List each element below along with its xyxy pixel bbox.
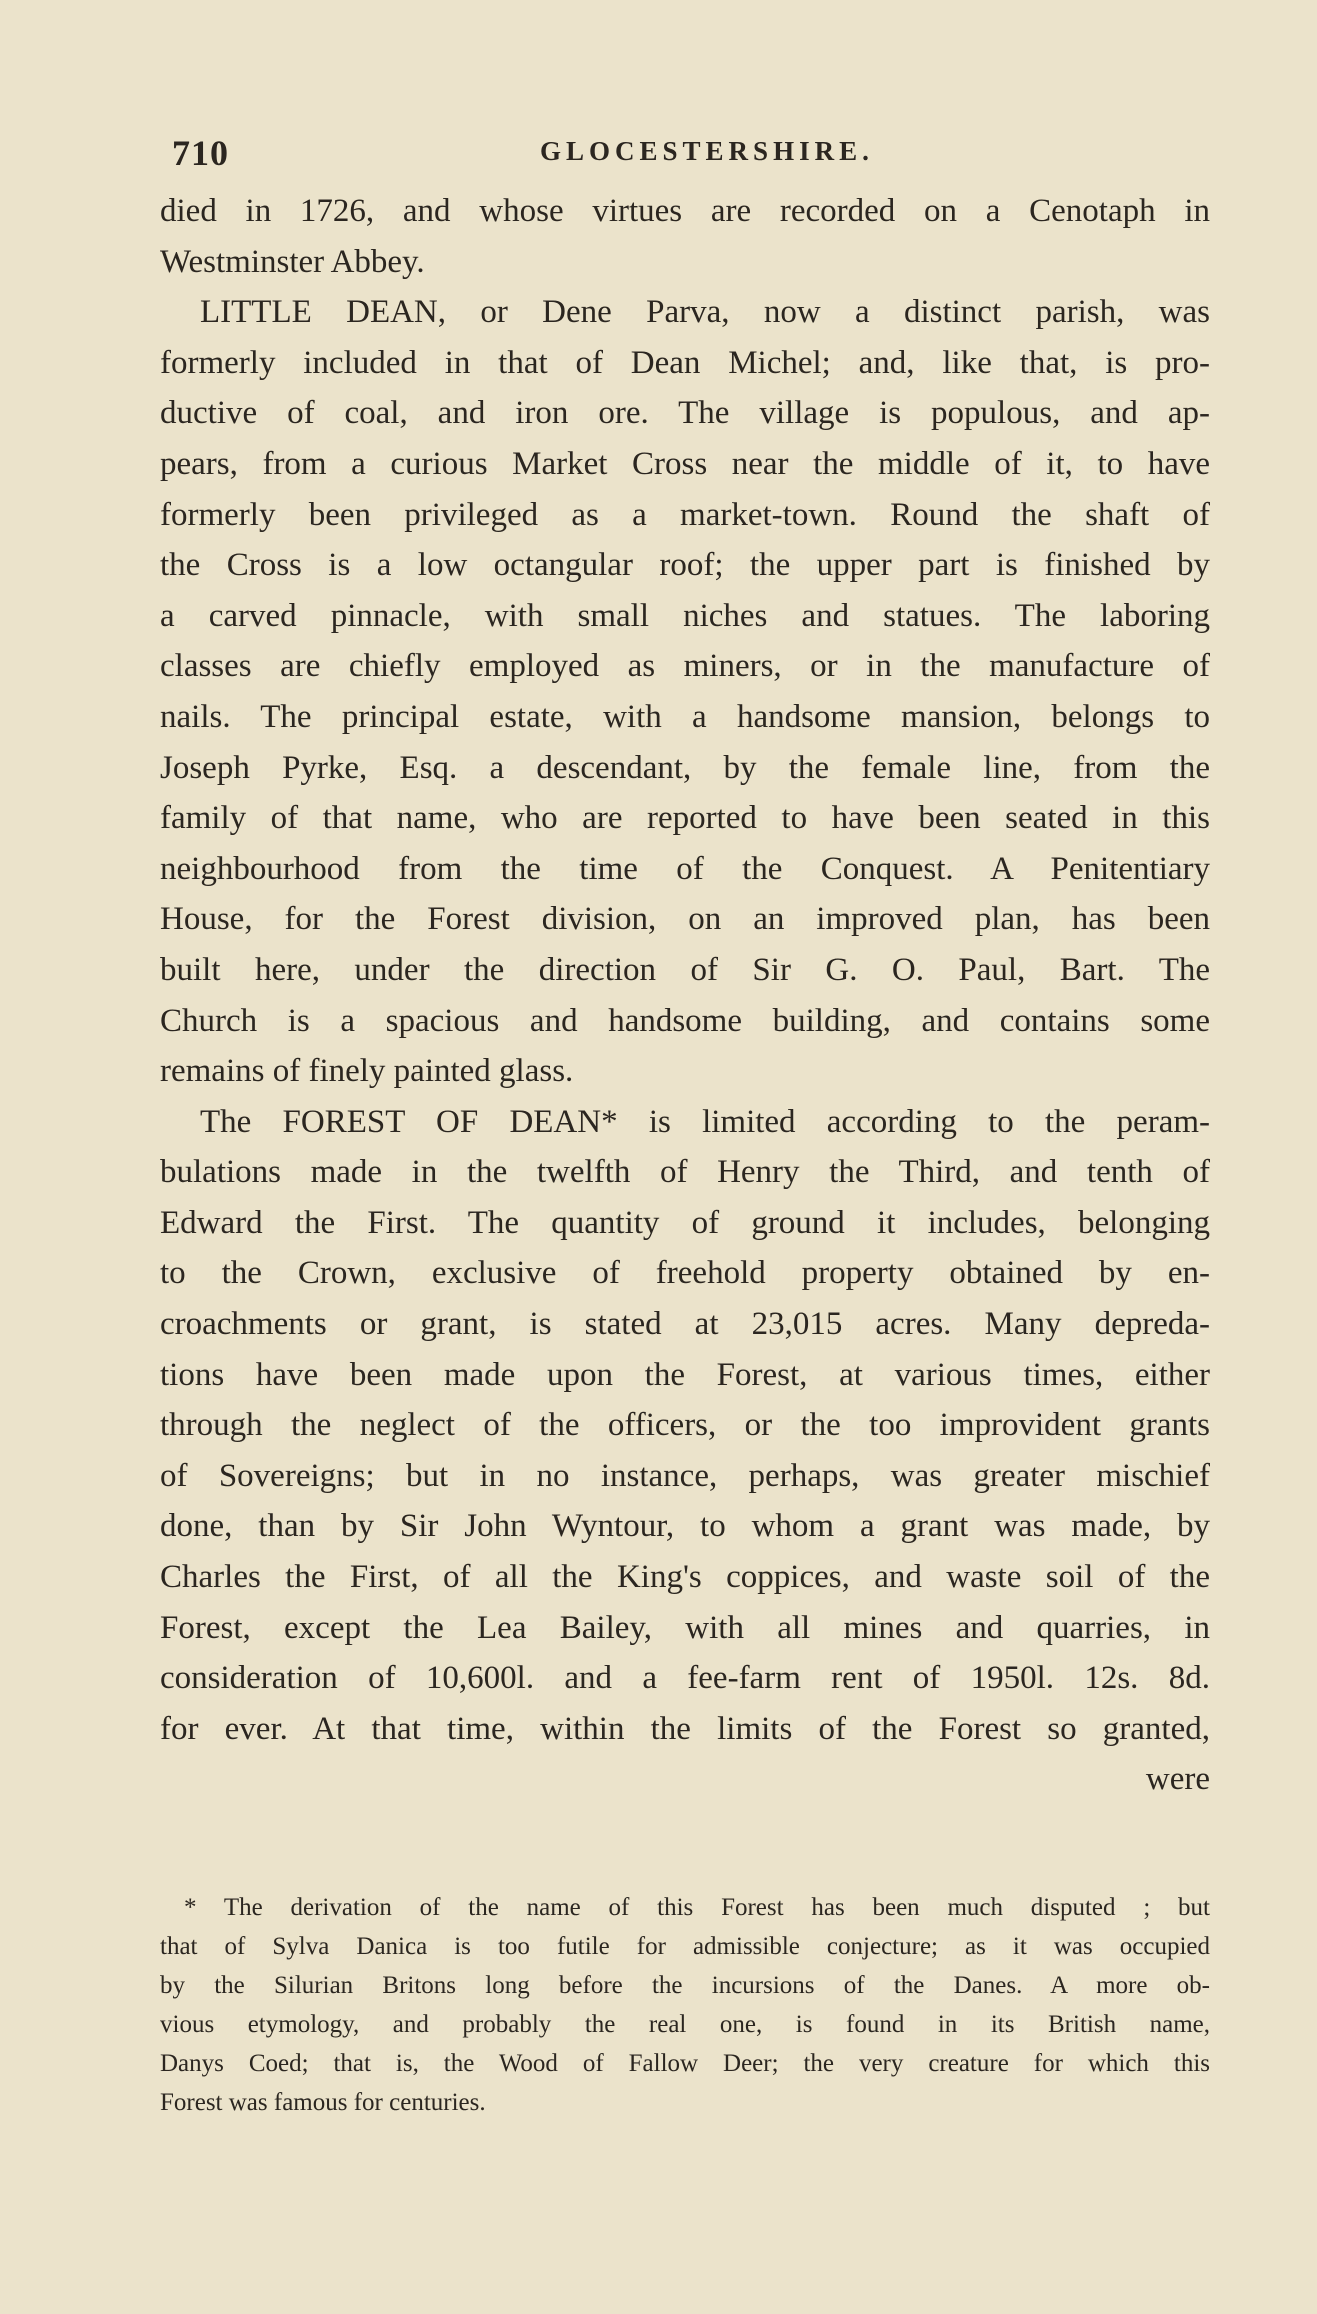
text-line: to the Crown, exclusive of freehold property obtained by en- [160, 1255, 1210, 1292]
footnote-line: vious etymology, and probably the real one, is found in its British name, [160, 2011, 1210, 2038]
text-line: LITTLE DEAN, or Dene Parva, now a distinct parish, was [200, 294, 1210, 331]
text-line: the Cross is a low octangular roof; the upper part is finished by [160, 547, 1210, 584]
text-line: died in 1726, and whose virtues are recorded on a Cenotaph in [160, 193, 1210, 229]
footnote-line: by the Silurian Britons long before the incursions of the Danes. A more ob- [160, 1972, 1210, 1999]
text-line: The FOREST OF DEAN* is limited according to the peram- [200, 1103, 1210, 1140]
text-line: remains of finely painted glass. [160, 1053, 574, 1090]
text-line: of Sovereigns; but in no instance, perhaps, was greater mischief [160, 1457, 1210, 1494]
text-line: built here, under the direction of Sir G. O. Paul, Bart. The [160, 951, 1210, 988]
text-line: pears, from a curious Market Cross near the middle of it, to have [160, 445, 1210, 482]
text-line: a carved pinnacle, with small niches and statues. The laboring [160, 597, 1210, 634]
text-line: Joseph Pyrke, Esq. a descendant, by the female line, from the [160, 749, 1210, 786]
text-line: ductive of coal, and iron ore. The village is populous, and ap- [160, 395, 1210, 432]
text-line: done, than by Sir John Wyntour, to whom a grant was made, by [160, 1508, 1210, 1545]
footnote-line: Forest was famous for centuries. [160, 2089, 486, 2116]
text-line: neighbourhood from the time of the Conquest. A Penitentiary [160, 850, 1210, 887]
text-line: formerly been privileged as a market-town. Round the shaft of [160, 496, 1210, 533]
page-number: 710 [172, 133, 229, 173]
running-head: GLOCESTERSHIRE. [540, 136, 874, 166]
catchword: were [1145, 1761, 1210, 1798]
footnote-line: Danys Coed; that is, the Wood of Fallow Deer; the very creature for which this [160, 2050, 1210, 2077]
text-line: for ever. At that time, within the limits of the Forest so granted, [160, 1710, 1210, 1747]
text-line: Edward the First. The quantity of ground it includes, belonging [160, 1204, 1210, 1241]
text-line: House, for the Forest division, on an improved plan, has been [160, 901, 1210, 938]
footnote-line: * The derivation of the name of this Forest has been much disputed ; but [184, 1894, 1210, 1921]
text-line: Church is a spacious and handsome building, and contains some [160, 1002, 1210, 1039]
text-line: nails. The principal estate, with a handsome mansion, belongs to [160, 698, 1210, 735]
footnote-line: that of Sylva Danica is too futile for admissible conjecture; as it was occupied [160, 1933, 1210, 1960]
text-line: through the neglect of the officers, or the too improvident grants [160, 1407, 1210, 1444]
footnotes [160, 1888, 1210, 2122]
text-line: Forest, except the Lea Bailey, with all mines and quarries, in [160, 1609, 1210, 1646]
text-line: bulations made in the twelfth of Henry the Third, and tenth of [160, 1154, 1210, 1191]
text-line: family of that name, who are reported to have been seated in this [160, 800, 1210, 837]
text-line: tions have been made upon the Forest, at various times, either [160, 1356, 1210, 1393]
text-line: croachments or grant, is stated at 23,015 acres. Many depreda- [160, 1306, 1210, 1343]
text-line: Charles the First, of all the King's coppices, and waste soil of the [160, 1559, 1210, 1596]
text-line: formerly included in that of Dean Michel; and, like that, is pro- [160, 344, 1210, 381]
text-line: Westminster Abbey. [160, 243, 425, 280]
page-header [0, 132, 1317, 182]
body-text [160, 186, 1210, 1805]
text-line: consideration of 10,600l. and a fee-farm rent of 1950l. 12s. 8d. [160, 1660, 1210, 1697]
text-line: classes are chiefly employed as miners, or in the manufacture of [160, 648, 1210, 685]
